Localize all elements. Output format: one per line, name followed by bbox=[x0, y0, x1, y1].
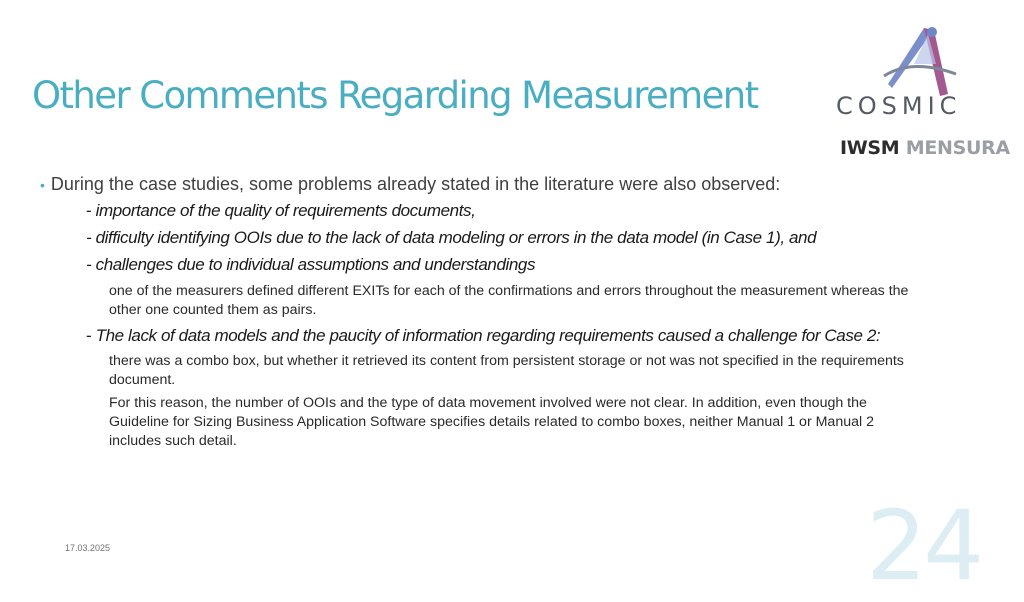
slide-body bbox=[40, 172, 940, 451]
iwsm-mensura-logo bbox=[840, 137, 1010, 159]
mensura-text: MENSURA bbox=[905, 137, 1010, 159]
bullet-dot-icon: • bbox=[40, 177, 45, 193]
iwsm-text: IWSM bbox=[840, 137, 900, 159]
main-bullet-text: During the case studies, some problems already stated in the literature were also observed: bbox=[50, 174, 781, 194]
footer-date: 17.03.2025 bbox=[65, 543, 111, 553]
sub-item-2: - difficulty identifying OOIs due to the lack of data modeling or errors in the data model (in Case 1), and bbox=[86, 228, 817, 247]
sub-item-1: - importance of the quality of requirements documents, bbox=[86, 201, 476, 220]
sub-item-3: - challenges due to individual assumptions and understandings bbox=[86, 255, 536, 274]
main-bullet bbox=[40, 172, 940, 197]
sub-item-4: - The lack of data models and the paucity of information regarding requirements caused a challenge for Case 2: bbox=[86, 326, 881, 345]
detail-text-3: For this reason, the number of OOIs and the type of data movement involved were not clear. In addition, even though the Guideline for Sizing Business Application Software specifies details related to combo boxes, neither Manual 1 or Manual 2 includes such detail. bbox=[109, 395, 874, 449]
slide-title: Other Comments Regarding Measurement bbox=[32, 74, 758, 117]
cosmic-wordmark: COSMIC bbox=[836, 92, 962, 120]
page-number: 24 bbox=[866, 490, 981, 602]
detail-text-2: there was a combo box, but whether it retrieved its content from persistent storage or not was not specified in the requirements document. bbox=[109, 353, 904, 388]
detail-text-1: one of the measurers defined different EXITs for each of the confirmations and errors throughout the measurement whereas the other one counted them as pairs. bbox=[109, 283, 909, 318]
